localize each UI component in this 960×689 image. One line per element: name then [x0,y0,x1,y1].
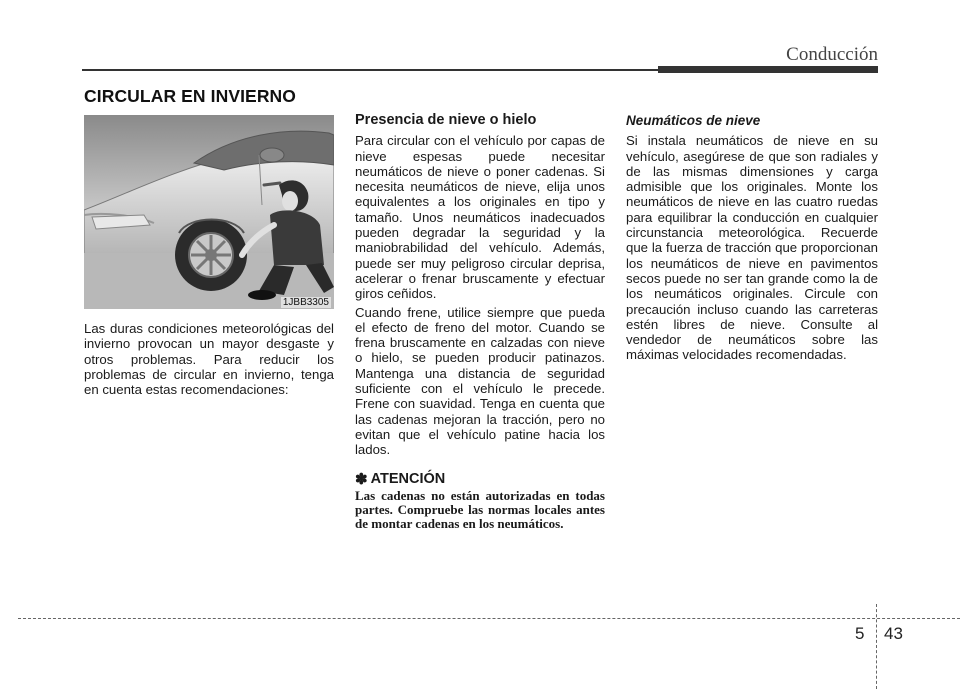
tires-paragraph: Si instala neumáticos de nieve en su vehículo, asegúrese de que son radiales y de las mismas dimensiones y carga admisible que los originales. Monte los neumáticos de nieve en las cuatro ruedas para equilibrar la conducción en cualquier circunstancia meteorológica. Recuerde que la fuerza de tracción que proporcionan los neumáticos de nieve en pavimentos secos puede no ser tan grande como la de los neumáticos originales. Circule con precaución incluso cuando las carreteras estén libres de nieve. Consulte al vendedor de neumáticos sobre las máximas velocidades recomendadas. [626,133,878,363]
column-right [626,113,878,366]
page-number: 43 [884,624,903,643]
caution-text: Las cadenas no están autorizadas en todas partes. Compruebe las normas locales antes de montar cadenas en los neumáticos. [355,487,605,532]
snow-paragraph-1: Para circular con el vehículo por capas de nieve espesas puede necesitar neumáticos de nieve o poner cadenas. Si necesita neumáticos de nieve, elija unos equivalentes a los originales en tipo y tamaño. Unos neumáticos inadecuados pueden degradar la seguridad y la maniobrabilidad del vehículo. Además, puede ser muy peligroso circular deprisa, acelerar o frenar bruscamente y efectuar giros ceñidos. [355,133,605,302]
running-header: Conducción [786,44,878,65]
header-rule-bar [658,66,878,73]
intro-paragraph: Las duras condiciones meteorológicas del invierno provocan un mayor desgaste y otros problemas. Para reducir los problemas de circular en invierno, tenga en cuenta estas recomendaciones: [84,321,334,398]
snow-paragraph-2: Cuando frene, utilice siempre que pueda el efecto de freno del motor. Cuando se frena bruscamente en calzadas con nieve o hielo, se pueden producir patinazos. Mantenga una distancia de seguridad suficiente con el vehículo le precede. Frene con suavidad. Tenga en cuenta que las cadenas mejoran la tracción, pero no evitan que el vehículo patine hacia los lados. [355,304,605,458]
footer-rule [18,618,960,619]
chapter-number: 5 [855,624,865,643]
snow-heading: Presencia de nieve o hielo [355,112,537,128]
figure-code: 1JBB3305 [282,297,329,308]
caution-heading [355,472,605,487]
asterisk-icon: ✽ [355,470,368,488]
section-title: CIRCULAR EN INVIERNO [84,86,297,106]
header-rule [82,69,662,71]
column-left [84,321,334,400]
tires-heading: Neumáticos de nieve [626,113,761,128]
footer-divider [876,604,877,689]
caution-title: ATENCIÓN [370,470,446,487]
illustration-car-snow-chains [84,115,334,309]
column-middle [355,113,605,531]
